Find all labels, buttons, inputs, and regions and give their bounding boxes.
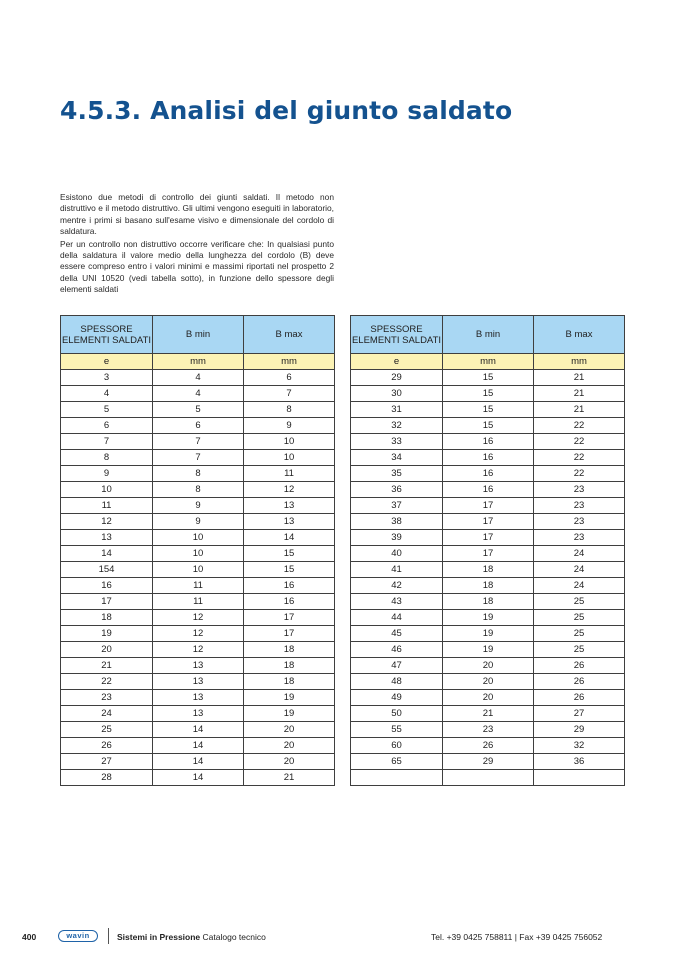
table-row	[61, 578, 335, 594]
cell-b-max: 23	[534, 514, 625, 530]
cell-b-max: 25	[534, 642, 625, 658]
page-title: 4.5.3. Analisi del giunto saldato	[60, 96, 513, 125]
cell-b-min: 7	[153, 434, 244, 450]
cell-thickness: 3	[61, 370, 153, 386]
table-row	[61, 498, 335, 514]
cell-thickness: 42	[351, 578, 443, 594]
cell-b-min: 16	[443, 450, 534, 466]
table-header-row	[61, 316, 335, 354]
cell-b-min: 16	[443, 466, 534, 482]
cell-b-max: 22	[534, 418, 625, 434]
cell-b-max: 23	[534, 482, 625, 498]
cell-b-max: 14	[244, 530, 335, 546]
cell-thickness: 10	[61, 482, 153, 498]
cell-b-max: 16	[244, 594, 335, 610]
thickness-table-right	[350, 315, 625, 786]
table-row	[61, 722, 335, 738]
cell-b-min: 8	[153, 482, 244, 498]
unit-thickness: e	[351, 354, 443, 370]
cell-thickness: 23	[61, 690, 153, 706]
cell-b-min: 9	[153, 514, 244, 530]
cell-b-min: 10	[153, 562, 244, 578]
table-row	[351, 754, 625, 770]
cell-b-min: 9	[153, 498, 244, 514]
cell-b-min: 20	[443, 658, 534, 674]
cell-b-min: 15	[443, 402, 534, 418]
cell-thickness	[351, 770, 443, 786]
header-b-max: B max	[534, 316, 625, 354]
cell-b-max: 11	[244, 466, 335, 482]
header-b-min: B min	[443, 316, 534, 354]
cell-b-min	[443, 770, 534, 786]
table-units-row	[61, 354, 335, 370]
cell-b-min: 19	[443, 626, 534, 642]
table-row	[61, 626, 335, 642]
cell-thickness: 47	[351, 658, 443, 674]
cell-thickness: 22	[61, 674, 153, 690]
cell-thickness: 55	[351, 722, 443, 738]
table-row	[351, 530, 625, 546]
table-row	[61, 674, 335, 690]
cell-thickness: 5	[61, 402, 153, 418]
cell-thickness: 45	[351, 626, 443, 642]
table-row	[61, 418, 335, 434]
cell-thickness: 21	[61, 658, 153, 674]
cell-b-min: 7	[153, 450, 244, 466]
table-row	[61, 642, 335, 658]
table-row	[61, 370, 335, 386]
table-row	[351, 546, 625, 562]
cell-b-max: 18	[244, 658, 335, 674]
table-row	[61, 514, 335, 530]
cell-b-max: 20	[244, 738, 335, 754]
intro-paragraph-2: Per un controllo non distruttivo occorre verificare che: In qualsiasi punto della saldatura il valore medio della lunghezza del cordolo (B) deve essere compreso entro i valori minimi e massimi riportati nel prospetto 2 della UNI 10520 (vedi tabella sotto), in funzione dello spessore degli elementi saldati	[60, 238, 334, 295]
wavin-logo: wavin	[58, 930, 98, 942]
cell-thickness: 25	[61, 722, 153, 738]
cell-thickness: 44	[351, 610, 443, 626]
cell-b-max: 21	[534, 386, 625, 402]
table-row	[61, 658, 335, 674]
cell-thickness: 28	[61, 770, 153, 786]
cell-b-min: 4	[153, 370, 244, 386]
cell-b-min: 16	[443, 434, 534, 450]
table-row	[61, 562, 335, 578]
table-row	[351, 738, 625, 754]
cell-thickness: 24	[61, 706, 153, 722]
cell-thickness: 33	[351, 434, 443, 450]
table-row	[61, 482, 335, 498]
cell-b-max: 9	[244, 418, 335, 434]
cell-b-max: 29	[534, 722, 625, 738]
cell-b-max: 20	[244, 754, 335, 770]
cell-thickness: 4	[61, 386, 153, 402]
cell-b-min: 10	[153, 530, 244, 546]
table-row	[61, 466, 335, 482]
intro-text	[60, 192, 334, 297]
cell-b-max: 22	[534, 466, 625, 482]
cell-thickness: 41	[351, 562, 443, 578]
cell-b-min: 6	[153, 418, 244, 434]
table-row	[351, 498, 625, 514]
cell-thickness: 60	[351, 738, 443, 754]
table-row	[351, 594, 625, 610]
cell-thickness: 43	[351, 594, 443, 610]
cell-b-min: 14	[153, 770, 244, 786]
cell-thickness: 9	[61, 466, 153, 482]
cell-thickness: 18	[61, 610, 153, 626]
cell-b-max: 25	[534, 610, 625, 626]
cell-thickness: 7	[61, 434, 153, 450]
cell-b-max: 25	[534, 594, 625, 610]
footer-divider	[108, 928, 109, 944]
cell-b-max: 24	[534, 562, 625, 578]
table-row	[61, 690, 335, 706]
cell-b-min: 15	[443, 418, 534, 434]
table-row	[351, 562, 625, 578]
table-header-row	[351, 316, 625, 354]
cell-b-max: 17	[244, 610, 335, 626]
cell-thickness: 12	[61, 514, 153, 530]
header-b-max: B max	[244, 316, 335, 354]
cell-b-max: 19	[244, 690, 335, 706]
table-row	[61, 706, 335, 722]
table-row	[61, 754, 335, 770]
cell-b-max	[534, 770, 625, 786]
cell-b-min: 8	[153, 466, 244, 482]
page-footer	[0, 929, 678, 945]
cell-b-min: 21	[443, 706, 534, 722]
table-row	[61, 450, 335, 466]
table-row	[351, 434, 625, 450]
cell-b-max: 20	[244, 722, 335, 738]
cell-b-max: 24	[534, 546, 625, 562]
cell-thickness: 8	[61, 450, 153, 466]
cell-b-min: 20	[443, 674, 534, 690]
cell-b-min: 20	[443, 690, 534, 706]
cell-thickness: 14	[61, 546, 153, 562]
table-row	[61, 770, 335, 786]
cell-b-min: 11	[153, 578, 244, 594]
cell-b-min: 10	[153, 546, 244, 562]
cell-b-max: 22	[534, 434, 625, 450]
cell-b-min: 14	[153, 722, 244, 738]
cell-thickness: 19	[61, 626, 153, 642]
cell-b-max: 12	[244, 482, 335, 498]
cell-thickness: 37	[351, 498, 443, 514]
table-row	[61, 386, 335, 402]
table-row	[351, 610, 625, 626]
cell-thickness: 48	[351, 674, 443, 690]
cell-b-min: 12	[153, 610, 244, 626]
cell-thickness: 46	[351, 642, 443, 658]
table-row	[351, 690, 625, 706]
cell-b-min: 17	[443, 546, 534, 562]
series-name: Sistemi in Pressione	[117, 932, 201, 942]
cell-b-min: 29	[443, 754, 534, 770]
table-row	[61, 594, 335, 610]
cell-b-min: 12	[153, 642, 244, 658]
cell-b-min: 19	[443, 610, 534, 626]
table-row	[351, 626, 625, 642]
cell-b-min: 15	[443, 386, 534, 402]
cell-thickness: 20	[61, 642, 153, 658]
cell-thickness: 50	[351, 706, 443, 722]
cell-b-min: 23	[443, 722, 534, 738]
cell-b-max: 18	[244, 642, 335, 658]
cell-b-min: 13	[153, 658, 244, 674]
cell-thickness: 16	[61, 578, 153, 594]
unit-b-max: mm	[534, 354, 625, 370]
cell-thickness: 34	[351, 450, 443, 466]
cell-b-max: 32	[534, 738, 625, 754]
header-thickness: SPESSORE ELEMENTI SALDATI	[61, 316, 153, 354]
table-row	[351, 402, 625, 418]
cell-b-max: 22	[534, 450, 625, 466]
cell-thickness: 40	[351, 546, 443, 562]
cell-b-min: 5	[153, 402, 244, 418]
table-row	[351, 450, 625, 466]
cell-b-min: 17	[443, 530, 534, 546]
cell-b-min: 17	[443, 498, 534, 514]
cell-thickness: 6	[61, 418, 153, 434]
cell-b-max: 18	[244, 674, 335, 690]
cell-b-max: 21	[534, 402, 625, 418]
table-row	[351, 386, 625, 402]
cell-b-max: 15	[244, 562, 335, 578]
table-row	[61, 610, 335, 626]
cell-b-max: 7	[244, 386, 335, 402]
cell-b-max: 16	[244, 578, 335, 594]
cell-b-max: 25	[534, 626, 625, 642]
thickness-table-left	[60, 315, 335, 786]
table-row	[351, 706, 625, 722]
table-row	[351, 514, 625, 530]
cell-thickness: 29	[351, 370, 443, 386]
cell-b-max: 19	[244, 706, 335, 722]
table-row	[351, 722, 625, 738]
cell-b-max: 24	[534, 578, 625, 594]
cell-b-max: 8	[244, 402, 335, 418]
header-b-min: B min	[153, 316, 244, 354]
table-row	[61, 434, 335, 450]
cell-b-max: 26	[534, 674, 625, 690]
cell-b-max: 26	[534, 690, 625, 706]
cell-b-max: 21	[534, 370, 625, 386]
cell-thickness: 17	[61, 594, 153, 610]
cell-thickness: 49	[351, 690, 443, 706]
table-row	[351, 658, 625, 674]
cell-thickness: 36	[351, 482, 443, 498]
table-row	[351, 482, 625, 498]
catalog-series	[117, 932, 266, 942]
cell-b-max: 23	[534, 498, 625, 514]
cell-b-min: 13	[153, 706, 244, 722]
cell-b-max: 36	[534, 754, 625, 770]
cell-b-min: 13	[153, 674, 244, 690]
cell-b-max: 23	[534, 530, 625, 546]
cell-b-max: 26	[534, 658, 625, 674]
series-subtitle: Catalogo tecnico	[200, 932, 266, 942]
table-row	[351, 370, 625, 386]
cell-b-min: 18	[443, 578, 534, 594]
table-row	[61, 546, 335, 562]
contact-info: Tel. +39 0425 758811 | Fax +39 0425 756052	[431, 932, 603, 942]
cell-b-max: 10	[244, 434, 335, 450]
cell-b-min: 14	[153, 738, 244, 754]
cell-thickness: 30	[351, 386, 443, 402]
cell-b-min: 13	[153, 690, 244, 706]
table-row	[351, 418, 625, 434]
cell-b-min: 17	[443, 514, 534, 530]
cell-b-max: 17	[244, 626, 335, 642]
cell-b-min: 4	[153, 386, 244, 402]
table-row	[61, 738, 335, 754]
cell-b-min: 26	[443, 738, 534, 754]
cell-b-min: 14	[153, 754, 244, 770]
unit-b-min: mm	[443, 354, 534, 370]
table-row	[351, 674, 625, 690]
cell-b-max: 13	[244, 498, 335, 514]
cell-b-max: 10	[244, 450, 335, 466]
unit-b-max: mm	[244, 354, 335, 370]
table-row	[61, 530, 335, 546]
unit-thickness: e	[61, 354, 153, 370]
cell-thickness: 65	[351, 754, 443, 770]
cell-thickness: 32	[351, 418, 443, 434]
unit-b-min: mm	[153, 354, 244, 370]
cell-thickness: 27	[61, 754, 153, 770]
cell-b-min: 19	[443, 642, 534, 658]
cell-thickness: 31	[351, 402, 443, 418]
cell-thickness: 11	[61, 498, 153, 514]
cell-b-min: 16	[443, 482, 534, 498]
table-row	[61, 402, 335, 418]
cell-thickness: 38	[351, 514, 443, 530]
cell-b-min: 18	[443, 594, 534, 610]
cell-b-max: 21	[244, 770, 335, 786]
cell-thickness: 154	[61, 562, 153, 578]
cell-thickness: 39	[351, 530, 443, 546]
cell-b-max: 13	[244, 514, 335, 530]
cell-b-min: 18	[443, 562, 534, 578]
table-row	[351, 466, 625, 482]
cell-b-min: 15	[443, 370, 534, 386]
page-number: 400	[22, 932, 37, 942]
cell-thickness: 35	[351, 466, 443, 482]
table-row	[351, 770, 625, 786]
cell-b-min: 12	[153, 626, 244, 642]
cell-thickness: 13	[61, 530, 153, 546]
cell-b-max: 6	[244, 370, 335, 386]
table-row	[351, 578, 625, 594]
table-units-row	[351, 354, 625, 370]
cell-b-max: 15	[244, 546, 335, 562]
table-row	[351, 642, 625, 658]
cell-b-max: 27	[534, 706, 625, 722]
header-thickness: SPESSORE ELEMENTI SALDATI	[351, 316, 443, 354]
cell-b-min: 11	[153, 594, 244, 610]
cell-thickness: 26	[61, 738, 153, 754]
intro-paragraph-1: Esistono due metodi di controllo dei giunti saldati. Il metodo non distruttivo e il metodo distruttivo. Gli ultimi vengono eseguiti in laboratorio, mentre i primi si basano sull'esame visivo e dimensionale del cordolo di saldatura.	[60, 192, 334, 237]
